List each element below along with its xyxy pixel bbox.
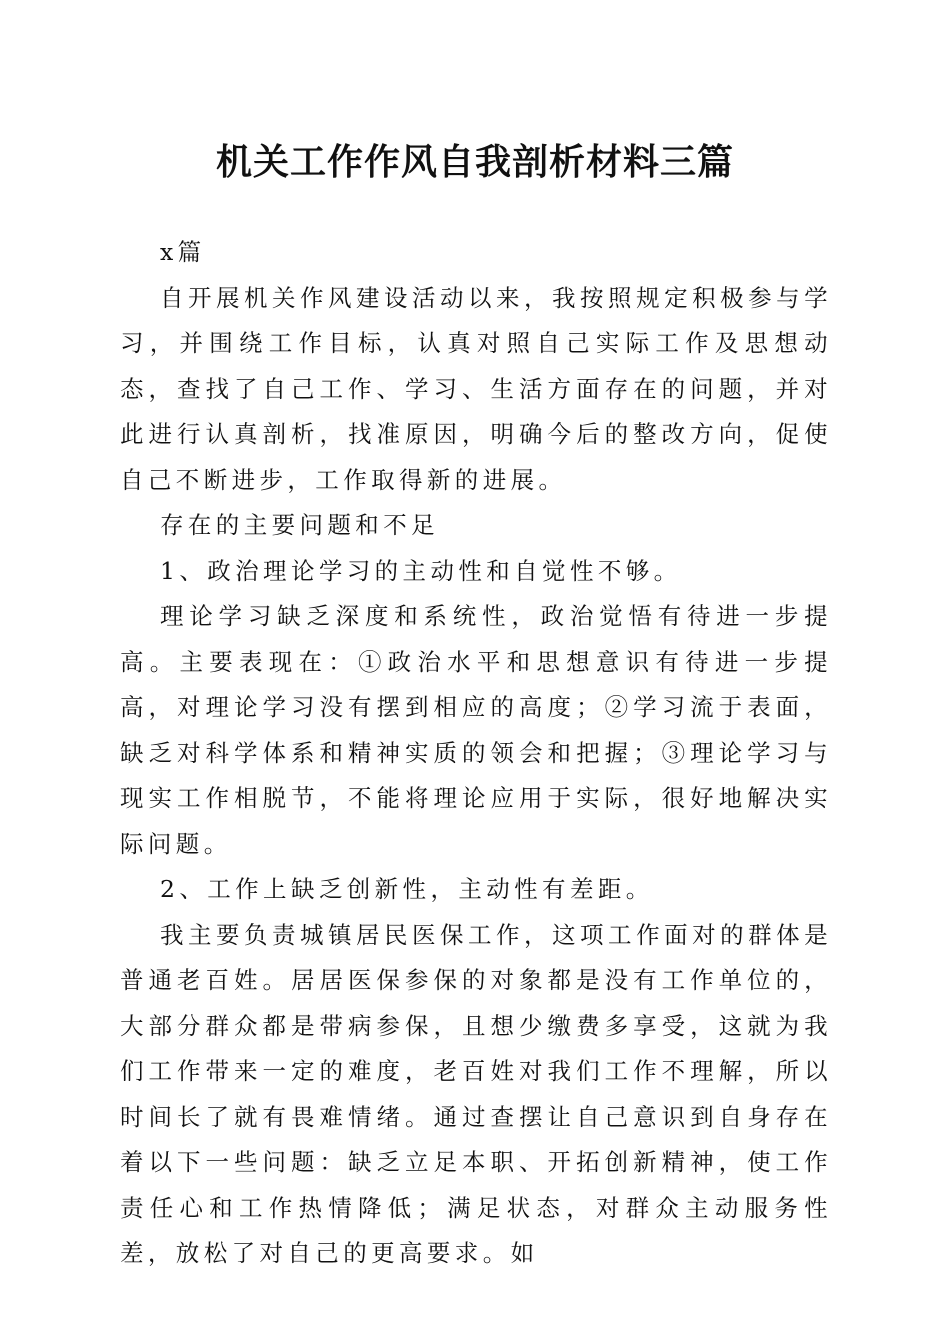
- problem-2-paragraph: 我主要负责城镇居民医保工作，这项工作面对的群体是普通老百姓。居居医保参保的对象都是没有工作单位的，大部分群众都是带病参保，且想少缴费多享受，这就为我们工作带来一定的难度，老百姓对我们工作不理解，所以时间长了就有畏难情绪。通过查摆让自己意识到自身存在着以下一些问题：缺乏立足本职、开拓创新精神，使工作责任心和工作热情降低；满足状态，对群众主动服务性差，放松了对自己的更高要求。如: [120, 920, 832, 1267]
- problem-2-heading: 2、工作上缺乏创新性，主动性有差距。: [160, 875, 654, 903]
- problems-heading: 存在的主要问题和不足: [160, 511, 439, 539]
- problem-1-paragraph: 理论学习缺乏深度和系统性，政治觉悟有待进一步提高。主要表现在：①政治水平和思想意识有待进一步提高，对理论学习没有摆到相应的高度；②学习流于表面，缺乏对科学体系和精神实质的领会和把握；③理论学习与现实工作相脱节，不能将理论应用于实际，很好地解决实际问题。: [120, 602, 832, 858]
- intro-paragraph: 自开展机关作风建设活动以来，我按照规定积极参与学习，并围绕工作目标，认真对照自己实际工作及思想动态，查找了自己工作、学习、生活方面存在的问题，并对此进行认真剖析，找准原因，明确今后的整改方向，促使自己不断进步，工作取得新的进展。: [120, 283, 832, 494]
- document-title: 机关工作作风自我剖析材料三篇: [215, 141, 734, 183]
- document-body: [120, 230, 832, 1277]
- section-heading: x篇: [160, 238, 206, 266]
- problem-1-heading: 1、政治理论学习的主动性和自觉性不够。: [160, 556, 682, 585]
